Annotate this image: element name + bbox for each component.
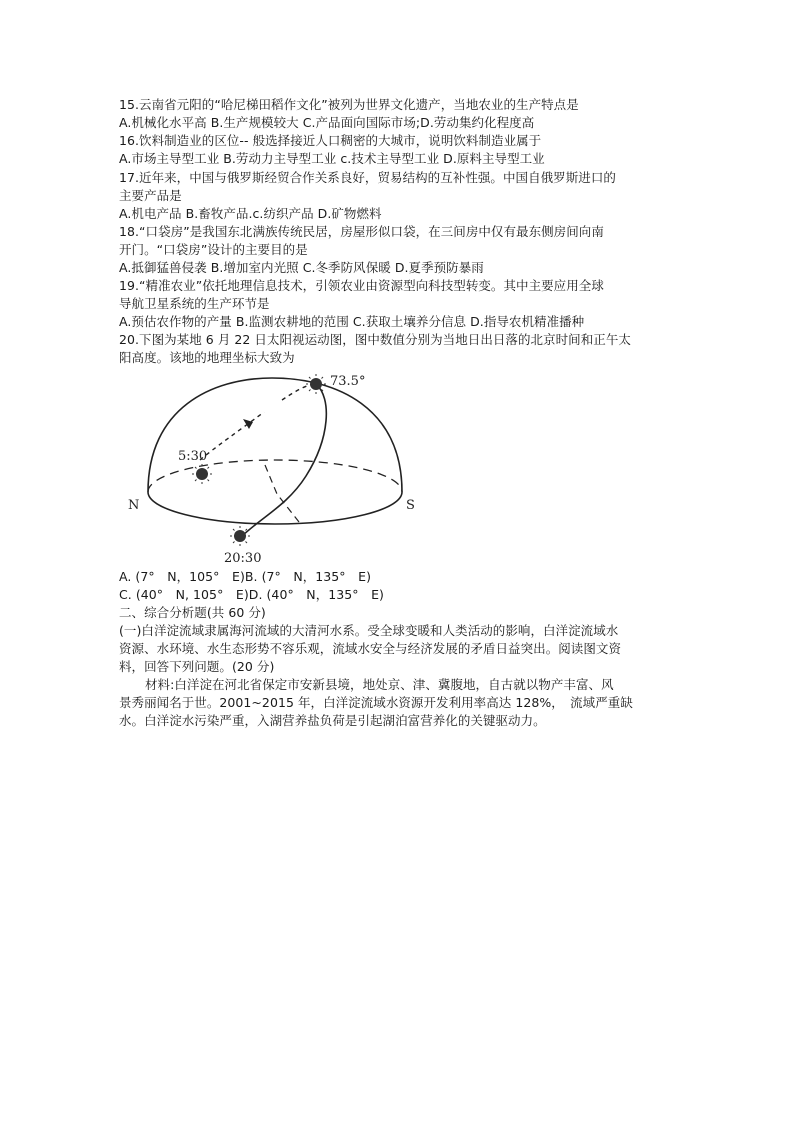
section2-intro-line3: 料，回答下列问题。(20 分) [119, 659, 275, 674]
section2-heading: 二、综合分析题(共 60 分) [119, 605, 266, 620]
sun-path-diagram [122, 368, 422, 568]
sunset-sun-icon [230, 526, 250, 546]
section2-intro-line2: 资源、水环境、水生态形势不容乐观，流域水安全与经济发展的矛盾日益突出。阅读图文资 [119, 641, 622, 656]
noon-altitude-label: 73.5° [330, 374, 366, 389]
q20-options-line2: C. (40° N, 105° E)D. (40° N，135° E) [119, 587, 384, 602]
q17-options: A.机电产品 B.畜牧产品.c.纺织产品 D.矿物燃料 [119, 206, 382, 221]
q18-stem-line2: 开门。“口袋房”设计的主要目的是 [119, 242, 308, 257]
south-label: S [406, 498, 415, 513]
horizon-front [148, 492, 402, 524]
material-line3: 水。白洋淀水污染严重，入湖营养盐负荷是引起湖泊富营养化的关键驱动力。 [119, 713, 546, 728]
q20-stem-line1: 20.下图为某地 6 月 22 日太阳视运动图，图中数值分别为当地日出日落的北京时间和正午太 [119, 332, 631, 347]
q17-stem-line1: 17.近年来，中国与俄罗斯经贸合作关系良好，贸易结构的互补性强。中国自俄罗斯进口的 [119, 170, 616, 185]
q17-stem-line2: 主要产品是 [119, 188, 182, 203]
q18-stem-line1: 18.“口袋房”是我国东北满族传统民居，房屋形似口袋，在三间房中仅有最东侧房间向南 [119, 224, 604, 239]
material-line1: 材料:白洋淀在河北省保定市安新县境，地处京、津、冀腹地，自古就以物产丰富、风 [145, 677, 614, 692]
sunrise-sun-icon [192, 464, 212, 484]
sunset-time-label: 20:30 [224, 551, 262, 566]
dome-arc [148, 378, 402, 492]
north-label: N [128, 498, 140, 513]
q16-options: A.市场主导型工业 B.劳动力主导型工业 c.技术主导型工业 D.原料主导型工业 [119, 151, 545, 166]
sun-path-dashed [200, 412, 264, 460]
material-line2: 景秀丽闻名于世。2001~2015 年，白洋淀流域水资源开发利用率高达 128%， 流域严重缺 [119, 695, 633, 710]
section2-intro-line1: (一)白洋淀流域隶属海河流域的大清河水系。受全球变暖和人类活动的影响，白洋淀流域水 [119, 623, 619, 638]
q15-options: A.机械化水平高 B.生产规模较大 C.产品面向国际市场;D.劳动集约化程度高 [119, 115, 535, 130]
q19-options: A.预估农作物的产量 B.监测农耕地的范围 C.获取土壤养分信息 D.指导农机精准播种 [119, 314, 585, 329]
q16-stem: 16.饮料制造业的区位-- 般选择接近人口稠密的大城市，说明饮料制造业属于 [119, 133, 542, 148]
sun-path-solid [240, 384, 326, 538]
q19-stem-line2: 导航卫星系统的生产环节是 [119, 296, 270, 311]
sunrise-time-label: 5:30 [178, 449, 208, 464]
q19-stem-line1: 19.“精准农业”依托地理信息技术，引领农业由资源型向科技型转变。其中主要应用全球 [119, 278, 604, 293]
q20-options-line1: A. (7° N，105° E)B. (7° N，135° E) [119, 569, 372, 584]
q20-stem-line2: 阳高度。该地的地理坐标大致为 [119, 350, 295, 365]
q18-options: A.抵御猛兽侵袭 B.增加室内光照 C.冬季防风保暖 D.夏季预防暴雨 [119, 260, 484, 275]
q15-stem: 15.云南省元阳的“哈尼梯田稻作文化”被列为世界文化遗产，当地农业的生产特点是 [119, 97, 579, 112]
horizon-back [148, 460, 402, 492]
